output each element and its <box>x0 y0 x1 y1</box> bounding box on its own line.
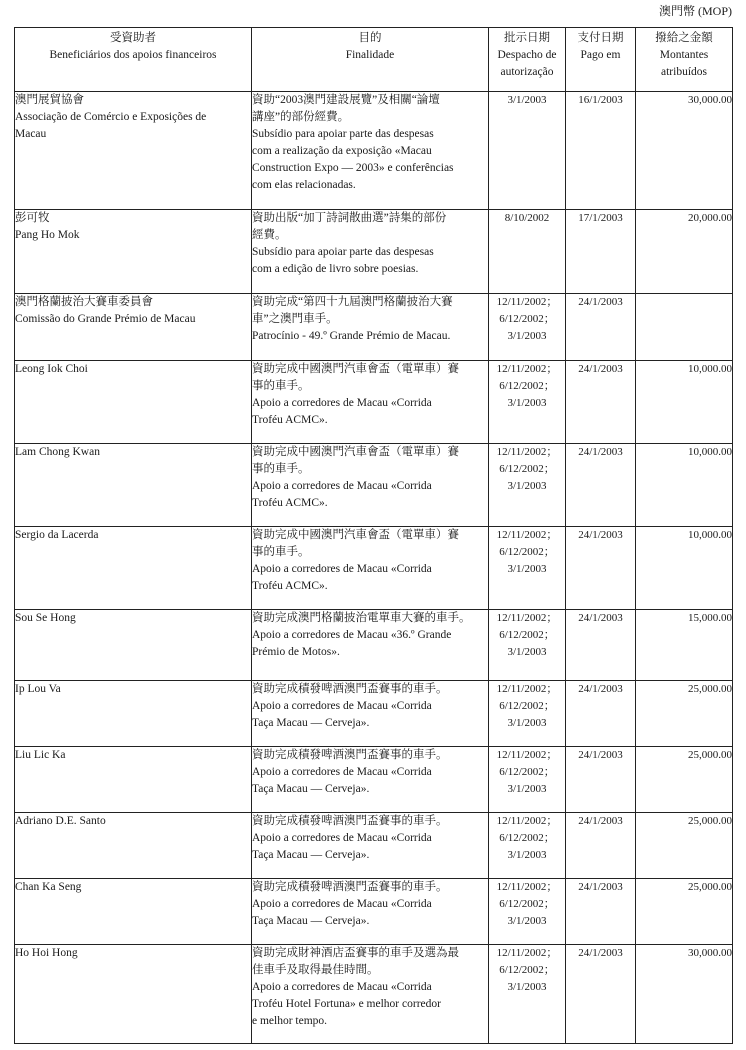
purpose-cell-line: 資助完成澳門格蘭披治電單車大賽的車手。 <box>252 612 471 624</box>
purpose-cell-line: Troféu Hotel Fortuna» e melhor corredor <box>252 998 441 1010</box>
header-amount <box>636 28 733 92</box>
purpose-cell <box>252 92 489 210</box>
purpose-cell-line: 資助完成財神酒店盃賽事的車手及選為最 <box>252 947 459 959</box>
header-row <box>15 28 733 92</box>
approval-date-cell <box>489 747 566 813</box>
purpose-cell-line: Apoio a corredores de Macau «Corrida <box>252 563 432 575</box>
approval-date-cell <box>489 361 566 444</box>
approval-date-cell-line: 3/1/2003 <box>507 330 547 342</box>
approval-date-cell <box>489 945 566 1044</box>
beneficiary-cell-line: Pang Ho Mok <box>15 229 80 241</box>
header-beneficiary-zh: 受資助者 <box>110 32 156 44</box>
payment-date-cell: 24/1/2003 <box>566 294 636 361</box>
purpose-cell-line: 車”之澳門車手。 <box>252 313 338 325</box>
purpose-cell-line: 事的車手。 <box>252 463 310 475</box>
table-row <box>15 813 733 879</box>
beneficiary-cell-line: Adriano D.E. Santo <box>15 815 106 827</box>
purpose-cell <box>252 527 489 610</box>
approval-date-cell-line: 12/11/2002； <box>496 446 558 458</box>
purpose-cell-line: Apoio a corredores de Macau «Corrida <box>252 898 432 910</box>
beneficiary-cell-line: 澳門展貿協會 <box>15 94 84 106</box>
payment-date-cell: 24/1/2003 <box>566 444 636 527</box>
purpose-cell <box>252 361 489 444</box>
payment-date-cell: 24/1/2003 <box>566 813 636 879</box>
purpose-cell-line: 講座”的部份經費。 <box>252 111 350 123</box>
approval-date-cell-line: 3/1/2003 <box>507 981 547 993</box>
table-row <box>15 879 733 945</box>
purpose-cell-line: 資助完成積發啤酒澳門盃賽事的車手。 <box>252 881 448 893</box>
purpose-cell-line: Troféu ACMC». <box>252 414 328 426</box>
approval-date-cell-line: 12/11/2002； <box>496 815 558 827</box>
approval-date-cell-line: 3/1/2003 <box>507 915 547 927</box>
beneficiary-cell-line: Comissão do Grande Prémio de Macau <box>15 313 196 325</box>
purpose-cell-line: com elas relacionadas. <box>252 179 356 191</box>
beneficiary-cell-line: Ho Hoi Hong <box>15 947 78 959</box>
table-row <box>15 92 733 210</box>
header-amount-zh: 撥給之金額 <box>655 32 713 44</box>
table-row <box>15 361 733 444</box>
purpose-cell-line: Taça Macau — Cerveja». <box>252 849 370 861</box>
approval-date-cell-line: 3/1/2003 <box>507 563 547 575</box>
beneficiary-cell-line: Lam Chong Kwan <box>15 446 100 458</box>
beneficiary-cell-line: Sergio da Lacerda <box>15 529 99 541</box>
header-purpose <box>252 28 489 92</box>
approval-date-cell <box>489 92 566 210</box>
approval-date-cell <box>489 444 566 527</box>
purpose-cell-line: Apoio a corredores de Macau «Corrida <box>252 981 432 993</box>
header-payment <box>566 28 636 92</box>
payment-date-cell: 24/1/2003 <box>566 361 636 444</box>
payment-date-cell: 24/1/2003 <box>566 747 636 813</box>
approval-date-cell-line: 3/1/2003 <box>507 94 547 106</box>
purpose-cell-line: 佳車手及取得最佳時間。 <box>252 964 379 976</box>
approval-date-cell <box>489 294 566 361</box>
purpose-cell-line: com a realização da exposição «Macau <box>252 145 432 157</box>
payment-date-cell: 24/1/2003 <box>566 681 636 747</box>
approval-date-cell-line: 12/11/2002； <box>496 683 558 695</box>
purpose-cell-line: Troféu ACMC». <box>252 497 328 509</box>
approval-date-cell-line: 8/10/2002 <box>504 212 550 224</box>
amount-cell: 25,000.00 <box>636 879 733 945</box>
approval-date-cell-line: 3/1/2003 <box>507 397 547 409</box>
purpose-cell-line: Taça Macau — Cerveja». <box>252 717 370 729</box>
beneficiary-cell <box>15 92 252 210</box>
purpose-cell-line: Construction Expo — 2003» e conferências <box>252 162 454 174</box>
approval-date-cell <box>489 210 566 294</box>
approval-date-cell <box>489 681 566 747</box>
purpose-cell-line: 事的車手。 <box>252 380 310 392</box>
purpose-cell-line: 資助“2003澳門建設展覽”及相關“論壇 <box>252 94 440 106</box>
amount-cell: 10,000.00 <box>636 361 733 444</box>
purpose-cell-line: 資助完成積發啤酒澳門盃賽事的車手。 <box>252 815 448 827</box>
header-amount-pt: Montantes atribuídos <box>659 49 709 78</box>
amount-cell <box>636 294 733 361</box>
amount-cell: 30,000.00 <box>636 945 733 1044</box>
amount-cell: 10,000.00 <box>636 527 733 610</box>
purpose-cell <box>252 294 489 361</box>
purpose-cell-line: Apoio a corredores de Macau «Corrida <box>252 397 432 409</box>
purpose-cell-line: 資助完成中國澳門汽車會盃（電單車）賽 <box>252 363 459 375</box>
amount-cell: 10,000.00 <box>636 444 733 527</box>
purpose-cell-line: Apoio a corredores de Macau «36.º Grande <box>252 629 452 641</box>
beneficiary-cell <box>15 210 252 294</box>
approval-date-cell <box>489 610 566 681</box>
purpose-cell-line: com a edição de livro sobre poesias. <box>252 263 419 275</box>
header-purpose-zh: 目的 <box>358 32 382 44</box>
approval-date-cell-line: 12/11/2002； <box>496 296 558 308</box>
purpose-cell-line: e melhor tempo. <box>252 1015 328 1027</box>
beneficiary-cell-line: 澳門格蘭披治大賽車委員會 <box>15 296 153 308</box>
approval-date-cell-line: 3/1/2003 <box>507 849 547 861</box>
amount-cell: 25,000.00 <box>636 681 733 747</box>
header-approval-pt: Despacho de autorização <box>497 49 557 78</box>
purpose-cell-line: Taça Macau — Cerveja». <box>252 783 370 795</box>
purpose-cell-line: 資助完成中國澳門汽車會盃（電單車）賽 <box>252 529 459 541</box>
purpose-cell-line: 資助完成中國澳門汽車會盃（電單車）賽 <box>252 446 459 458</box>
payment-date-cell: 17/1/2003 <box>566 210 636 294</box>
table-row <box>15 681 733 747</box>
table-row <box>15 444 733 527</box>
header-approval <box>489 28 566 92</box>
table-row <box>15 210 733 294</box>
approval-date-cell-line: 12/11/2002； <box>496 749 558 761</box>
beneficiary-cell-line: Sou Se Hong <box>15 612 76 624</box>
beneficiary-cell-line: Macau <box>15 128 47 140</box>
beneficiary-cell <box>15 444 252 527</box>
approval-date-cell <box>489 527 566 610</box>
approval-date-cell-line: 6/12/2002； <box>499 964 555 976</box>
approval-date-cell-line: 6/12/2002； <box>499 463 555 475</box>
amount-cell: 25,000.00 <box>636 813 733 879</box>
purpose-cell-line: 事的車手。 <box>252 546 310 558</box>
beneficiary-cell-line: 彭可牧 <box>15 212 50 224</box>
purpose-cell <box>252 681 489 747</box>
approval-date-cell-line: 3/1/2003 <box>507 646 547 658</box>
approval-date-cell-line: 3/1/2003 <box>507 480 547 492</box>
purpose-cell <box>252 444 489 527</box>
payment-date-cell: 24/1/2003 <box>566 610 636 681</box>
header-payment-pt: Pago em <box>580 49 621 61</box>
header-payment-zh: 支付日期 <box>577 32 624 44</box>
purpose-cell-line: Troféu ACMC». <box>252 580 328 592</box>
purpose-cell-line: Subsídio para apoiar parte das despesas <box>252 246 434 258</box>
purpose-cell <box>252 747 489 813</box>
grants-table <box>14 27 733 1044</box>
purpose-cell-line: Apoio a corredores de Macau «Corrida <box>252 480 432 492</box>
table-row <box>15 945 733 1044</box>
beneficiary-cell <box>15 361 252 444</box>
approval-date-cell <box>489 879 566 945</box>
purpose-cell-line: Apoio a corredores de Macau «Corrida <box>252 766 432 778</box>
beneficiary-cell-line: Liu Lic Ka <box>15 749 66 761</box>
header-purpose-pt: Finalidade <box>345 49 395 61</box>
approval-date-cell-line: 6/12/2002； <box>499 313 555 325</box>
approval-date-cell-line: 6/12/2002； <box>499 546 555 558</box>
approval-date-cell-line: 6/12/2002； <box>499 898 555 910</box>
currency-note: 澳門幣 (MOP) <box>658 4 732 18</box>
approval-date-cell-line: 12/11/2002； <box>496 947 558 959</box>
approval-date-cell-line: 6/12/2002； <box>499 766 555 778</box>
purpose-cell-line: 資助出版“加丁詩詞散曲選”詩集的部份 <box>252 212 447 224</box>
table-row <box>15 527 733 610</box>
purpose-cell-line: 經費。 <box>252 229 287 241</box>
purpose-cell <box>252 210 489 294</box>
beneficiary-cell-line: Ip Lou Va <box>15 683 61 695</box>
table-row <box>15 747 733 813</box>
grant-rows <box>15 92 733 1044</box>
approval-date-cell-line: 6/12/2002； <box>499 700 555 712</box>
beneficiary-cell <box>15 747 252 813</box>
payment-date-cell: 16/1/2003 <box>566 92 636 210</box>
amount-cell: 25,000.00 <box>636 747 733 813</box>
beneficiary-cell <box>15 945 252 1044</box>
beneficiary-cell <box>15 813 252 879</box>
approval-date-cell-line: 12/11/2002； <box>496 529 558 541</box>
purpose-cell <box>252 610 489 681</box>
beneficiary-cell-line: Leong Iok Choi <box>15 363 88 375</box>
purpose-cell-line: Patrocínio - 49.º Grande Prémio de Macau. <box>252 330 451 342</box>
amount-cell: 15,000.00 <box>636 610 733 681</box>
payment-date-cell: 24/1/2003 <box>566 527 636 610</box>
purpose-cell <box>252 945 489 1044</box>
approval-date-cell-line: 6/12/2002； <box>499 832 555 844</box>
approval-date-cell-line: 12/11/2002； <box>496 881 558 893</box>
amount-cell: 30,000.00 <box>636 92 733 210</box>
table-row <box>15 610 733 681</box>
approval-date-cell-line: 6/12/2002； <box>499 380 555 392</box>
purpose-cell-line: Subsídio para apoiar parte das despesas <box>252 128 434 140</box>
header-beneficiary-pt: Beneficiários dos apoios financeiros <box>49 49 217 61</box>
approval-date-cell-line: 12/11/2002； <box>496 612 558 624</box>
approval-date-cell-line: 12/11/2002； <box>496 363 558 375</box>
purpose-cell <box>252 813 489 879</box>
beneficiary-cell <box>15 879 252 945</box>
beneficiary-cell <box>15 681 252 747</box>
beneficiary-cell <box>15 294 252 361</box>
approval-date-cell-line: 3/1/2003 <box>507 717 547 729</box>
table-row <box>15 294 733 361</box>
beneficiary-cell <box>15 610 252 681</box>
beneficiary-cell <box>15 527 252 610</box>
purpose-cell-line: 資助完成積發啤酒澳門盃賽事的車手。 <box>252 749 448 761</box>
beneficiary-cell-line: Chan Ka Seng <box>15 881 82 893</box>
payment-date-cell: 24/1/2003 <box>566 879 636 945</box>
beneficiary-cell-line: Associação de Comércio e Exposições de <box>15 111 207 123</box>
purpose-cell-line: Taça Macau — Cerveja». <box>252 915 370 927</box>
amount-cell: 20,000.00 <box>636 210 733 294</box>
purpose-cell-line: Apoio a corredores de Macau «Corrida <box>252 700 432 712</box>
approval-date-cell-line: 6/12/2002； <box>499 629 555 641</box>
payment-date-cell: 24/1/2003 <box>566 945 636 1044</box>
approval-date-cell-line: 3/1/2003 <box>507 783 547 795</box>
purpose-cell-line: 資助完成積發啤酒澳門盃賽事的車手。 <box>252 683 448 695</box>
purpose-cell <box>252 879 489 945</box>
purpose-cell-line: 資助完成“第四十九屆澳門格蘭披治大賽 <box>252 296 453 308</box>
purpose-cell-line: Prémio de Motos». <box>252 646 340 658</box>
approval-date-cell <box>489 813 566 879</box>
header-beneficiary <box>15 28 252 92</box>
header-approval-zh: 批示日期 <box>504 32 550 44</box>
purpose-cell-line: Apoio a corredores de Macau «Corrida <box>252 832 432 844</box>
